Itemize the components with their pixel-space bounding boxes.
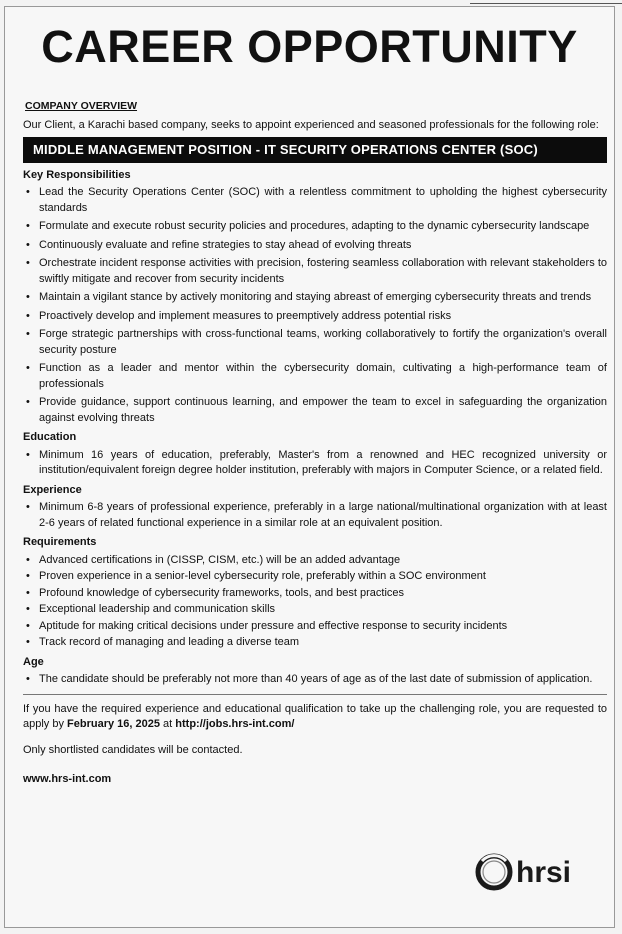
page-title: CAREER OPPORTUNITY — [41, 21, 578, 72]
responsibilities-list — [23, 185, 607, 426]
list-item: • Proven experience in a senior-level cybersecurity role, preferably within a SOC environment — [23, 569, 607, 585]
list-item: • Orchestrate incident response activities with precision, fostering seamless collaboration with relevant stakeholders to swiftly mitigate and recover from security incidents — [23, 256, 607, 287]
list-item: • Minimum 6-8 years of professional experience, preferably in a large national/multinational organization with at least 2-6 years of related functional experience in a similar role at an equivalent position. — [23, 500, 607, 531]
shortlist-note: Only shortlisted candidates will be contacted. — [23, 743, 243, 756]
apply-text: If you have the required experience and educational qualification to take up the challenging role, you are requested to apply by — [23, 702, 607, 730]
experience-list — [23, 500, 607, 531]
list-item: • Lead the Security Operations Center (SOC) with a relentless commitment to upholding the highest cybersecurity standards — [23, 185, 607, 216]
divider — [23, 694, 607, 695]
ad-content — [23, 95, 607, 788]
list-item: • Maintain a vigilant stance by actively monitoring and staying abreast of emerging cybersecurity threats and trends — [23, 290, 607, 306]
list-item: • Formulate and execute robust security policies and procedures, adapting to the dynamic cybersecurity landscape — [23, 219, 607, 235]
list-item: • Proactively develop and implement measures to preemptively address potential risks — [23, 309, 607, 325]
list-item: • Profound knowledge of cybersecurity frameworks, tools, and best practices — [23, 586, 607, 602]
list-item: • Minimum 16 years of education, preferably, Master's from a renowned and HEC recognized university or institution/equivalent foreign degree holder institution, preferably with majors in Computer Science, or a related field. — [23, 448, 607, 479]
list-item: • Advanced certifications in (CISSP, CISM, etc.) will be an added advantage — [23, 553, 607, 569]
age-list — [23, 672, 607, 688]
education-heading: Education — [23, 431, 77, 443]
logo-text: hrsi — [516, 856, 572, 889]
position-banner: MIDDLE MANAGEMENT POSITION - IT SECURITY OPERATIONS CENTER (SOC) — [23, 137, 607, 163]
apply-link[interactable]: http://jobs.hrs-int.com/ — [175, 718, 295, 730]
list-item: • Track record of managing and leading a diverse team — [23, 635, 607, 651]
apply-connector: at — [159, 718, 176, 730]
requirements-heading: Requirements — [23, 536, 97, 548]
list-item: • Continuously evaluate and refine strategies to stay ahead of evolving threats — [23, 238, 607, 254]
list-item: • Provide guidance, support continuous learning, and empower the team to excel in safeguarding the organization against evolving threats — [23, 395, 607, 426]
website-link[interactable]: www.hrs-int.com — [23, 773, 112, 785]
advertisement-frame — [4, 6, 615, 928]
list-item: • The candidate should be preferably not more than 40 years of age as of the last date of submission of application. — [23, 672, 607, 688]
list-item: • Aptitude for making critical decisions under pressure and effective response to security incidents — [23, 619, 607, 635]
list-item: • Forge strategic partnerships with cross-functional teams, working collaboratively to fortify the organization's overall security posture — [23, 327, 607, 358]
education-list — [23, 448, 607, 479]
apply-deadline: February 16, 2025 — [67, 718, 160, 730]
list-item: • Exceptional leadership and communication skills — [23, 602, 607, 618]
experience-heading: Experience — [23, 483, 82, 496]
overview-text: Our Client, a Karachi based company, seeks to appoint experienced and seasoned professionals for the following role: — [23, 118, 599, 131]
age-heading: Age — [23, 655, 44, 668]
top-border-line — [470, 0, 622, 4]
responsibilities-heading: Key Responsibilities — [23, 168, 131, 181]
hrsi-ring-logo-icon — [478, 856, 510, 888]
list-item: • Function as a leader and mentor within the cybersecurity domain, cultivating a high-performance team of professionals — [23, 361, 607, 392]
requirements-list — [23, 553, 607, 651]
hrsi-logo — [474, 849, 614, 895]
apply-instructions — [23, 702, 607, 733]
overview-heading: COMPANY OVERVIEW — [25, 100, 138, 112]
